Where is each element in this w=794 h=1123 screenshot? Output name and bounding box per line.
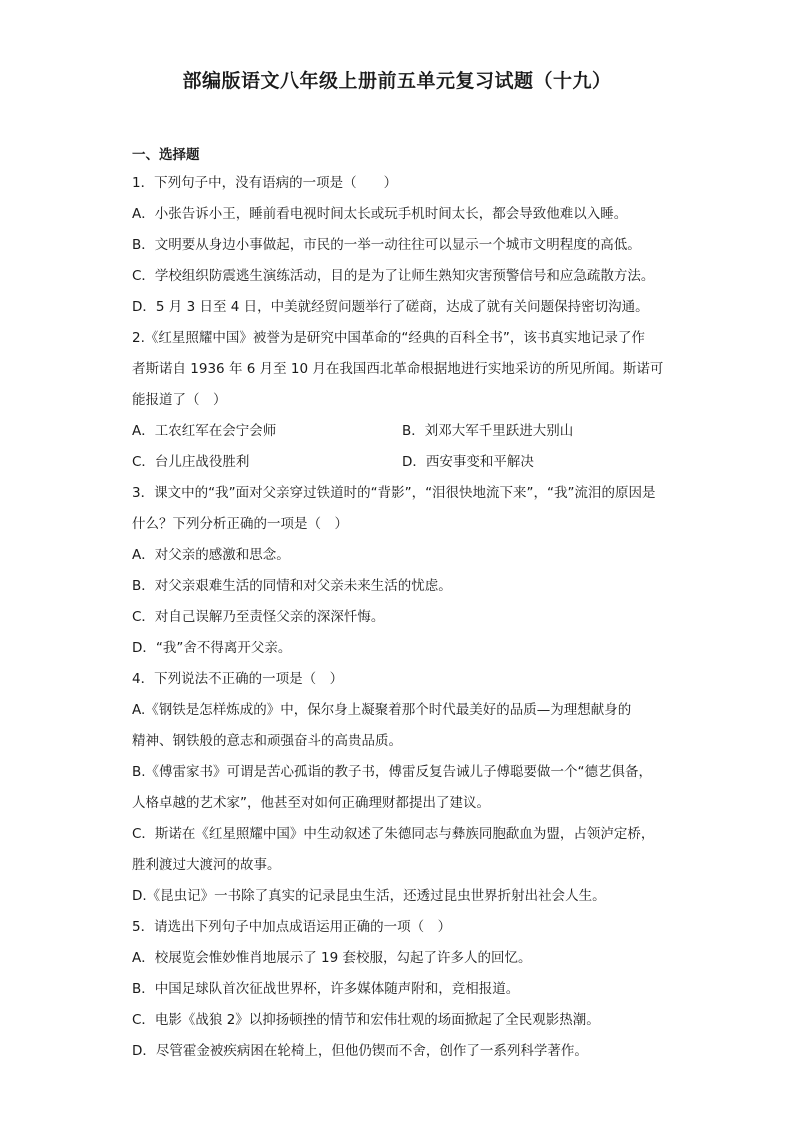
q4-option-line: B.《傅雷家书》可谓是苦心孤诣的教子书，傅雷反复告诫儿子傅聪要做一个“德艺俱备， <box>132 764 653 780</box>
q1-option-a: A．小张告诉小王，睡前看电视时间太长或玩手机时间太长，都会导致他难以入睡。 <box>132 206 628 222</box>
q1-stem: 1．下列句子中，没有语病的一项是（ ） <box>132 175 398 191</box>
q4-option-line: C．斯诺在《红星照耀中国》中生动叙述了朱德同志与彝族同胞歃血为盟，占领泸定桥， <box>132 826 655 842</box>
q3-option-a: A．对父亲的感激和思念。 <box>132 547 290 563</box>
q3-option-d: D．“我”舍不得离开父亲。 <box>132 640 292 656</box>
q5-stem: 5．请选出下列句子中加点成语运用正确的一项（ ） <box>132 919 452 935</box>
q2-stem-line: 能报道了（ ） <box>132 392 227 408</box>
q2-option-b: B．刘邓大军千里跃进大别山 <box>402 423 574 439</box>
q5-option-d: D．尽管霍金被疾病困在轮椅上，但他仍锲而不舍，创作了一系列科学著作。 <box>132 1043 588 1059</box>
q5-option-b: B．中国足球队首次征战世界杯，许多媒体随声附和，竞相报道。 <box>132 981 520 997</box>
q4-option-line: 胜利渡过大渡河的故事。 <box>132 857 281 873</box>
q4-option-line: 精神、钢铁般的意志和顽强奋斗的高贵品质。 <box>132 733 402 749</box>
q5-option-a: A．校展览会惟妙惟肖地展示了 19 套校服，勾起了许多人的回忆。 <box>132 950 532 966</box>
q2-stem-line: 2.《红星照耀中国》被誉为是研究中国革命的“经典的百科全书”，该书真实地记录了作 <box>132 330 645 346</box>
q2-stem-line: 者斯诺自 1936 年 6 月至 10 月在我国西北革命根据地进行实地采访的所见所闻。斯诺可 <box>132 361 664 377</box>
q1-option-d: D．5 月 3 日至 4 日，中美就经贸问题举行了磋商，达成了就有关问题保持密切沟通。 <box>132 299 649 315</box>
q2-options-row <box>132 447 672 478</box>
q3-stem-line: 什么？下列分析正确的一项是（ ） <box>132 516 348 532</box>
q1-option-b: B．文明要从身边小事做起，市民的一举一动往往可以显示一个城市文明程度的高低。 <box>132 237 641 253</box>
q2-options-row <box>132 416 672 447</box>
q4-option-line: D.《昆虫记》一书除了真实的记录昆虫生活，还透过昆虫世界折射出社会人生。 <box>132 888 606 904</box>
q1-option-c: C．学校组织防震逃生演练活动，目的是为了让师生熟知灾害预警信号和应急疏散方法。 <box>132 268 655 284</box>
q3-option-c: C．对自己误解乃至责怪父亲的深深忏悔。 <box>132 609 385 625</box>
q4-stem: 4．下列说法不正确的一项是（ ） <box>132 671 344 687</box>
q2-option-c: C．台儿庄战役胜利 <box>132 454 250 470</box>
page-title: 部编版语文八年级上册前五单元复习试题（十九） <box>182 70 612 92</box>
q2-option-a: A．工农红军在会宁会师 <box>132 423 277 439</box>
q4-option-line: A.《钢铁是怎样炼成的》中，保尔身上凝聚着那个时代最美好的品质—为理想献身的 <box>132 702 632 718</box>
q3-option-b: B．对父亲艰难生活的同情和对父亲未来生活的忧虑。 <box>132 578 452 594</box>
q4-option-line: 人格卓越的艺术家”，他甚至对如何正确理财都提出了建议。 <box>132 795 490 811</box>
section-heading: 一、选择题 <box>132 147 200 163</box>
q3-stem-line: 3．课文中的“我”面对父亲穿过铁道时的“背影”，“泪很快地流下来”，“我”流泪的原因是 <box>132 485 656 501</box>
q5-option-c: C．电影《战狼 2》以抑扬顿挫的情节和宏伟壮观的场面掀起了全民观影热潮。 <box>132 1012 600 1028</box>
question-content <box>132 142 672 1067</box>
q2-option-d: D．西安事变和平解决 <box>402 454 534 470</box>
